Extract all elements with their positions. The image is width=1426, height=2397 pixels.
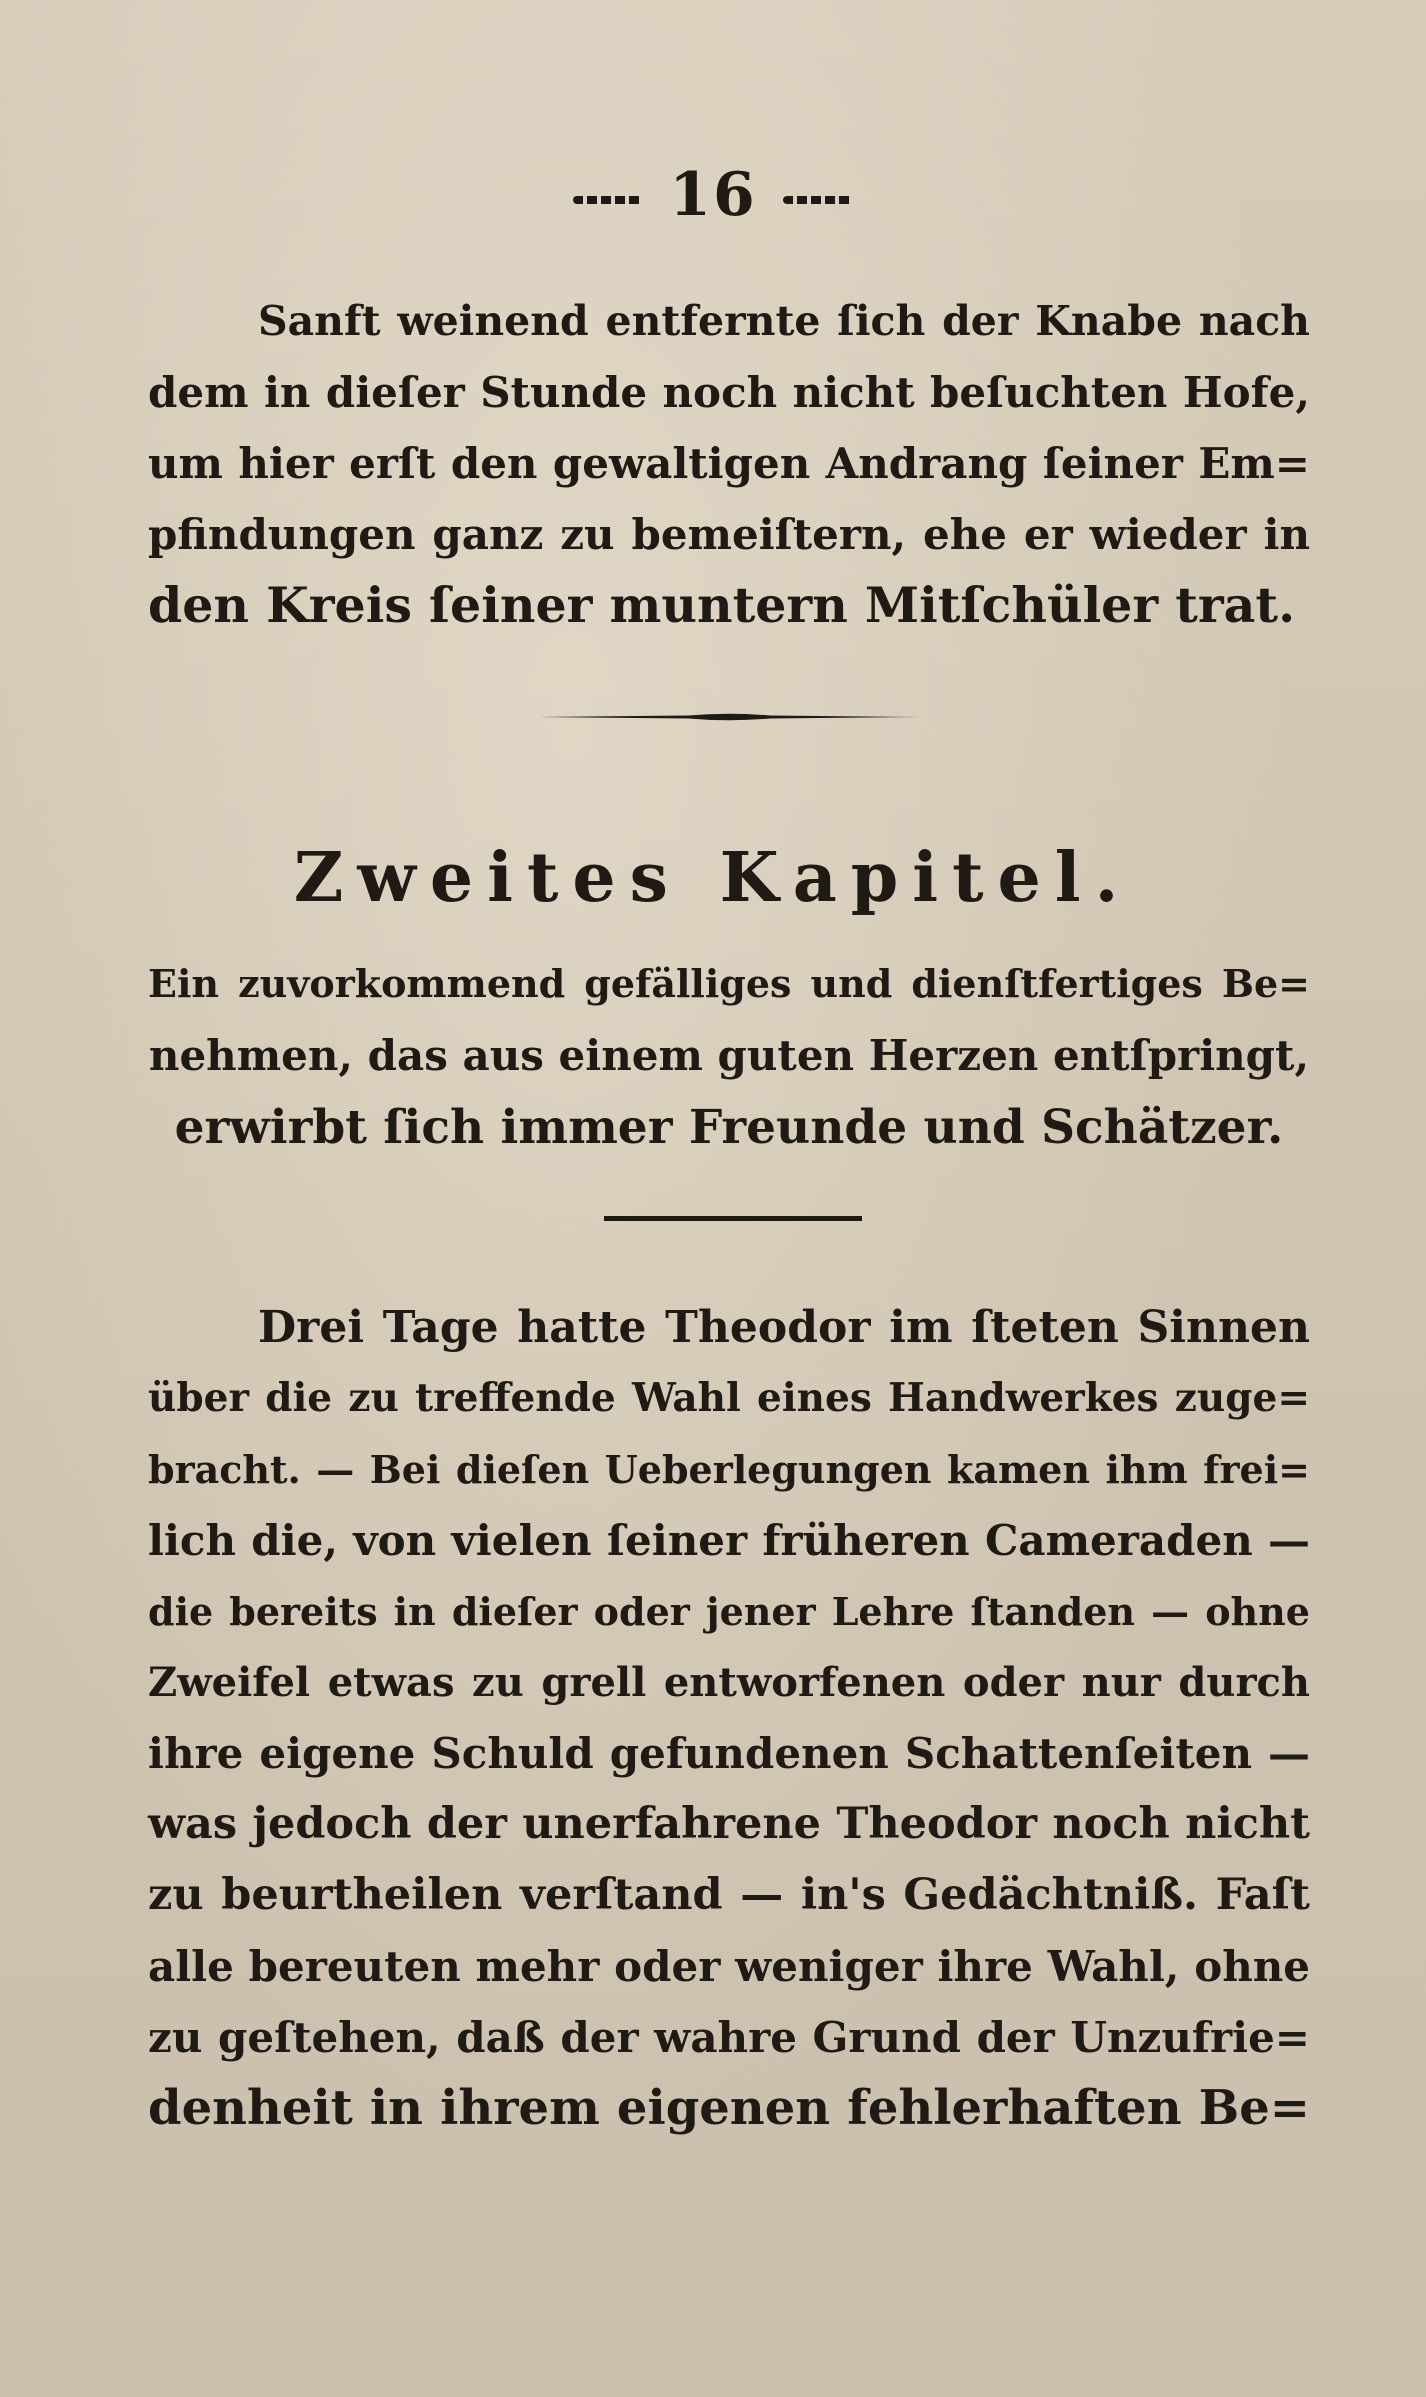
paragraph-line: dem in dieſer Stunde noch nicht beſuchten Hofe, — [148, 368, 1310, 417]
chapter-title: Zweites Kapitel. — [293, 838, 1133, 918]
paragraph-line: alle bereuten mehr oder weniger ihre Wahl, ohne — [148, 1942, 1310, 1991]
motto-divider — [604, 1216, 862, 1221]
paragraph-line: um hier erſt den gewaltigen Andrang ſeiner Em= — [148, 439, 1310, 488]
paragraph-line: den Kreis ſeiner muntern Mitſchüler trat. — [148, 576, 1296, 634]
paragraph-line: ihre eigene Schuld gefundenen Schattenſeiten — — [148, 1729, 1310, 1778]
motto-line: nehmen, das aus einem guten Herzen entſpringt, — [148, 1031, 1310, 1080]
paragraph-line: bracht. — Bei dieſen Ueberlegungen kamen ihm frei= — [148, 1447, 1310, 1492]
paragraph-line: denheit in ihrem eigenen fehlerhaften Be= — [148, 2080, 1310, 2136]
left-ornament — [573, 196, 643, 204]
page-number: 16 — [669, 160, 757, 230]
paragraph-2 — [148, 1292, 1310, 2144]
paragraph-line: Zweifel etwas zu grell entworfenen oder nur durch — [148, 1659, 1310, 1706]
page-header — [0, 160, 1426, 230]
motto-line: Ein zuvorkommend gefälliges und dienſtfertiges Be= — [148, 961, 1310, 1006]
paragraph-line: zu beurtheilen verſtand — in's Gedächtniß. Faſt — [148, 1870, 1310, 1920]
section-divider — [538, 712, 920, 722]
chapter-motto — [148, 948, 1310, 1164]
paragraph-line: was jedoch der unerfahrene Theodor noch nicht — [148, 1799, 1310, 1849]
paragraph-line: Drei Tage hatte Theodor im ſteten Sinnen — [258, 1302, 1310, 1353]
right-ornament — [783, 196, 853, 204]
paragraph-line: die bereits in dieſer oder jener Lehre ſtanden — ohne — [148, 1589, 1310, 1634]
paragraph-line: über die zu treffende Wahl eines Handwerkes zuge= — [148, 1375, 1310, 1421]
paragraph-line: Sanft weinend entfernte ſich der Knabe nach — [258, 297, 1310, 345]
paragraph-1 — [148, 286, 1310, 641]
paragraph-line: pfindungen ganz zu bemeiſtern, ehe er wieder in — [148, 510, 1310, 559]
paragraph-line: zu geſtehen, daß der wahre Grund der Unzufrie= — [148, 2013, 1310, 2062]
motto-line: erwirbt ſich immer Freunde und Schätzer. — [174, 1100, 1284, 1155]
paragraph-line: lich die, von vielen ſeiner früheren Cameraden — — [148, 1516, 1310, 1565]
